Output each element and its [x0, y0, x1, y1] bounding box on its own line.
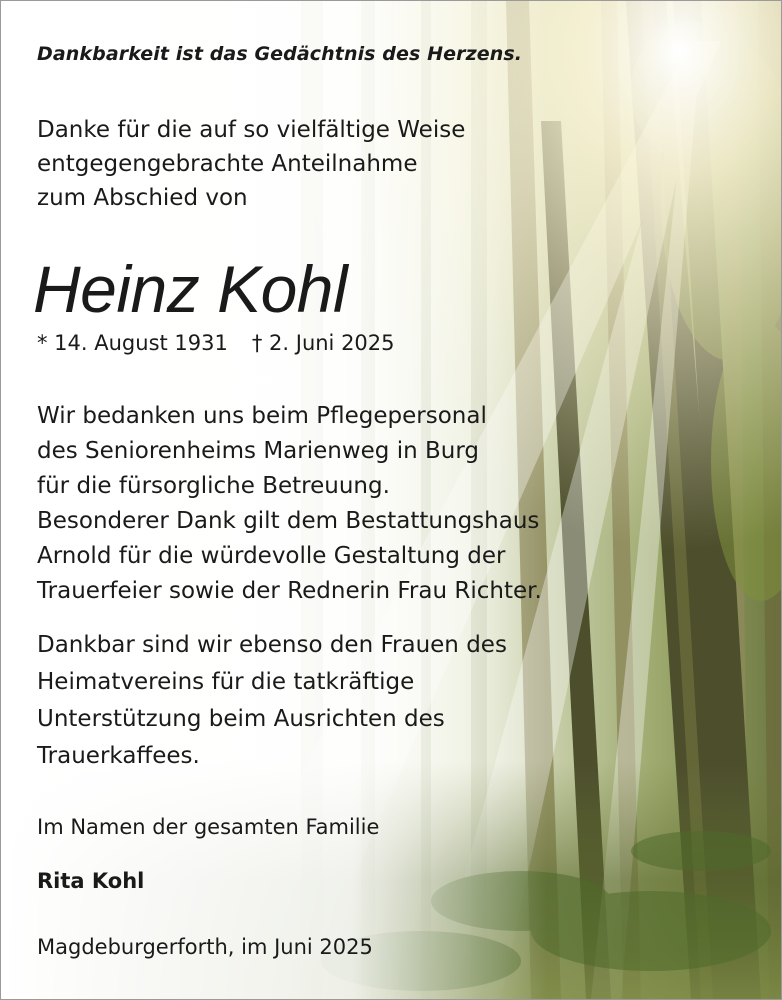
deceased-name: Heinz Kohl	[33, 252, 348, 326]
paragraph-line: Trauerfeier sowie der Rednerin Frau Richter.	[37, 578, 542, 604]
signer-name: Rita Kohl	[37, 869, 145, 893]
intro-line: zum Abschied von	[37, 185, 248, 211]
birth-date: * 14. August 1931	[37, 331, 228, 355]
place-date: Magdeburgerforth, im Juni 2025	[37, 935, 373, 959]
paragraph-line: Trauerkaffees.	[37, 743, 200, 769]
paragraph-line: Arnold für die würdevolle Gestaltung der	[37, 543, 506, 569]
paragraph-line: Unterstützung beim Ausrichten des	[37, 706, 445, 732]
life-dates	[37, 329, 395, 357]
thanks-paragraph-1	[37, 399, 542, 609]
paragraph-line: des Seniorenheims Marienweg in Burg	[37, 438, 479, 464]
paragraph-line: Besonderer Dank gilt dem Bestattungshaus	[37, 508, 540, 534]
intro-text	[37, 113, 465, 215]
motto: Dankbarkeit ist das Gedächtnis des Herzens.	[37, 43, 523, 65]
paragraph-line: Wir bedanken uns beim Pflegepersonal	[37, 403, 487, 429]
intro-line: Danke für die auf so vielfältige Weise	[37, 117, 466, 143]
paragraph-line: Heimatvereins für die tatkräftige	[37, 669, 415, 695]
paragraph-line: für die fürsorgliche Betreuung.	[37, 473, 390, 499]
intro-line: entgegengebrachte Anteilnahme	[37, 151, 418, 177]
death-date: † 2. Juni 2025	[251, 331, 395, 355]
family-line: Im Namen der gesamten Familie	[37, 815, 380, 839]
paragraph-line: Dankbar sind wir ebenso den Frauen des	[37, 632, 507, 658]
thanks-paragraph-2	[37, 627, 507, 775]
